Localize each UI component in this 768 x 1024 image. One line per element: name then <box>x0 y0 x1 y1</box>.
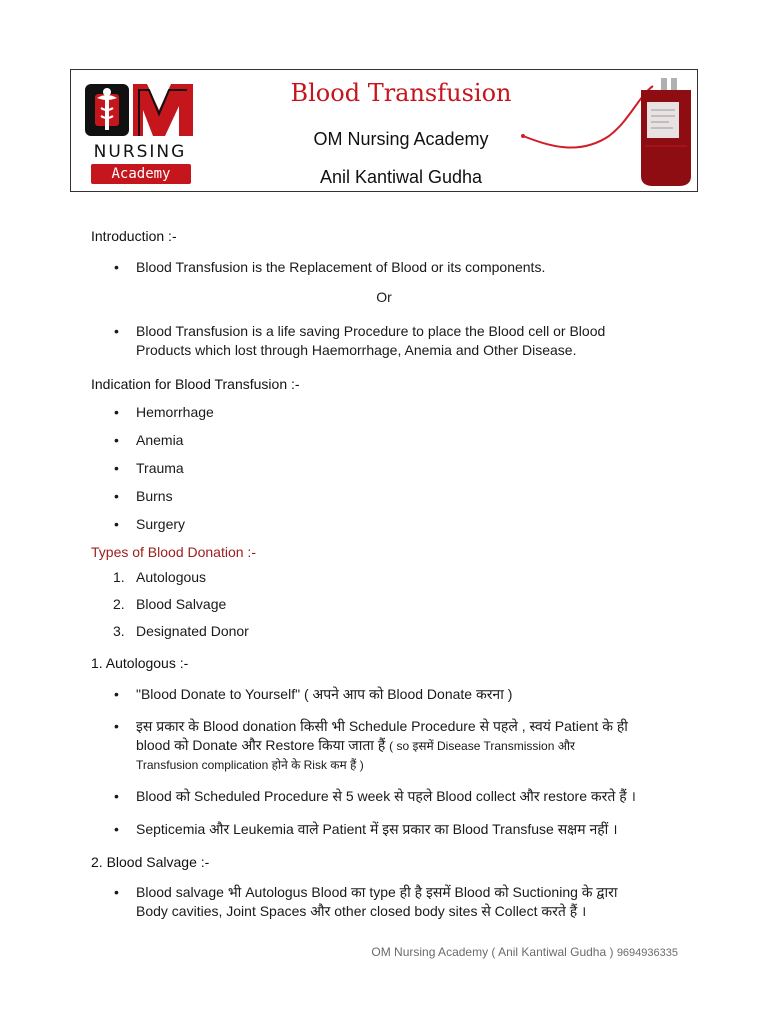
om-nursing-academy-logo <box>83 80 195 185</box>
list-item: • Trauma <box>136 459 676 478</box>
list-item: • Blood Transfusion is the Replacement of Blood or its components. <box>136 258 676 277</box>
footer-phone: 9694936335 <box>616 947 678 959</box>
list-item <box>113 622 676 641</box>
list-number: 3. <box>113 623 125 639</box>
list-item-note: ( so इसमें Disease Transmission और <box>389 739 575 753</box>
section-heading-autologous: 1. Autologous :- <box>91 655 189 671</box>
list-item-line: • Blood salvage भी Autologus Blood का type ही है इसमें Blood को Suctioning के द्वारा <box>136 884 618 900</box>
blood-bag-icon <box>519 76 694 188</box>
list-item-line <box>136 736 676 756</box>
list-item-line: Products which lost through Haemorrhage, Anemia and Other Disease. <box>136 342 577 358</box>
list-item-line: Transfusion complication होने के Risk कम हैं ) <box>136 758 364 772</box>
logo-brand-text: NURSING <box>93 142 187 162</box>
list-item-line: • Blood Transfusion is a life saving Procedure to place the Blood cell or Blood <box>136 323 606 339</box>
list-item: • "Blood Donate to Yourself" ( अपने आप को Blood Donate करना ) <box>136 685 676 704</box>
footer-text: OM Nursing Academy ( Anil Kantiwal Gudha ) <box>371 945 617 959</box>
list-item <box>136 883 676 921</box>
om-logo-icon <box>83 80 195 140</box>
list-item: • Burns <box>136 487 676 506</box>
or-separator: Or <box>376 289 392 305</box>
section-heading-indication: Indication for Blood Transfusion :- <box>91 376 300 392</box>
section-heading-introduction: Introduction :- <box>91 228 177 244</box>
list-item <box>113 595 676 614</box>
author-name: Anil Kantiwal Gudha <box>319 167 483 187</box>
list-item: • Hemorrhage <box>136 403 676 422</box>
list-number: 2. <box>113 596 125 612</box>
list-item: • Anemia <box>136 431 676 450</box>
page-title: Blood Transfusion <box>290 79 512 107</box>
list-item <box>136 322 676 360</box>
section-heading-blood-salvage: 2. Blood Salvage :- <box>91 854 210 870</box>
list-item: • Septicemia और Leukemia वाले Patient में इस प्रकार का Blood Transfuse सक्षम नहीं । <box>136 820 676 839</box>
list-item: • Surgery <box>136 515 676 534</box>
list-number: 1. <box>113 569 125 585</box>
list-item <box>113 568 676 587</box>
logo-sub-text: Academy <box>91 164 191 184</box>
list-item-line: • इस प्रकार के Blood donation किसी भी Schedule Procedure से पहले , स्वयं Patient के ही <box>136 718 628 734</box>
header-banner <box>70 69 698 192</box>
list-item <box>136 717 676 775</box>
list-item-label: Designated Donor <box>136 623 249 639</box>
list-item-label: Blood Salvage <box>136 596 227 612</box>
list-item: • Blood को Scheduled Procedure से 5 week से पहले Blood collect और restore करते हैं । <box>136 787 676 806</box>
list-item-text: blood को Donate और Restore किया जाता हैं <box>136 737 390 753</box>
list-item-label: Autologous <box>136 569 207 585</box>
list-item-line: Body cavities, Joint Spaces और other closed body sites से Collect करते हैं । <box>136 903 587 919</box>
academy-name: OM Nursing Academy <box>313 129 489 149</box>
page-footer <box>300 945 678 959</box>
section-heading-types: Types of Blood Donation :- <box>91 544 256 560</box>
